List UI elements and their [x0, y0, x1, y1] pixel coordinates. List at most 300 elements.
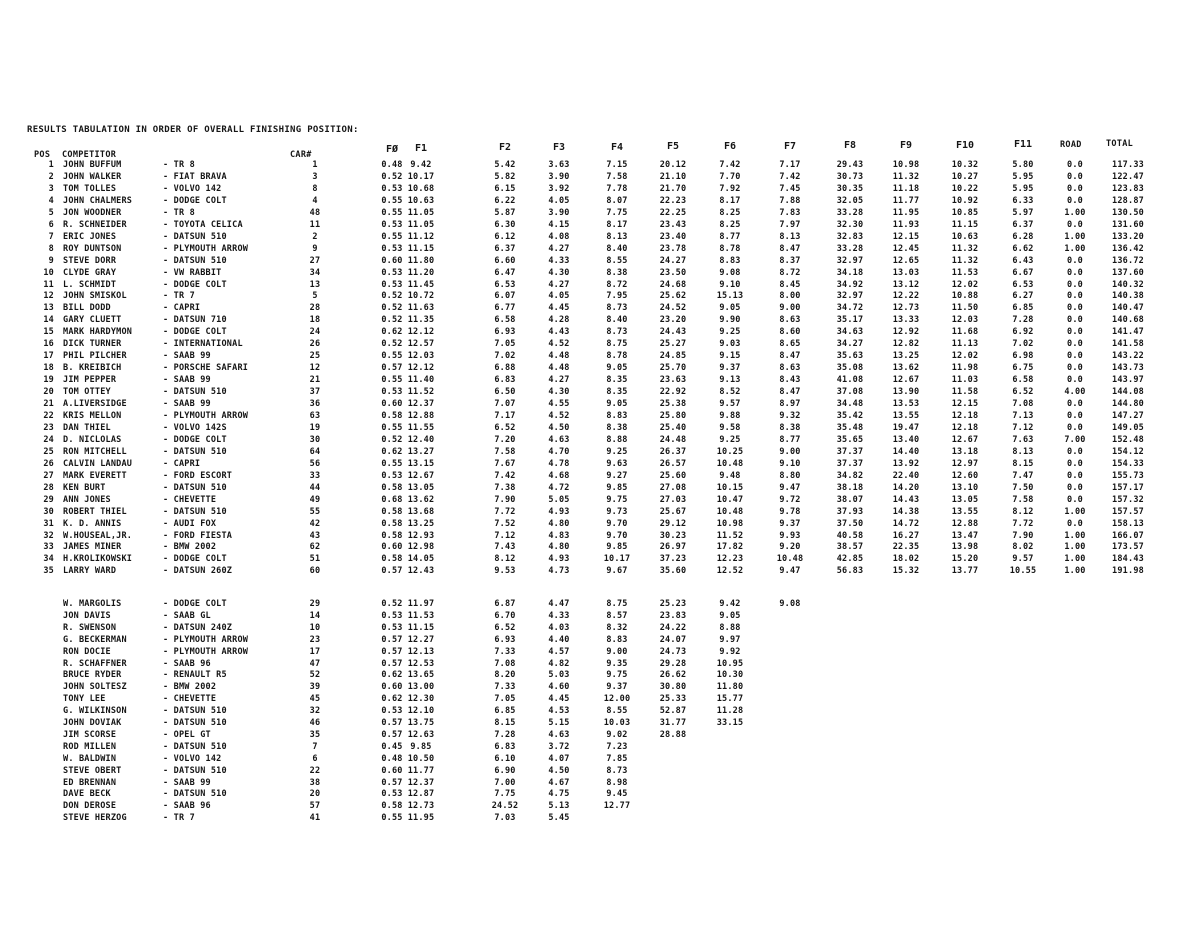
- stage-time-cell: 12.88: [951, 518, 979, 529]
- stage-time-cell: 7.42: [719, 160, 741, 170]
- competitor-name: JOHN SOLTESZ: [63, 682, 127, 693]
- table-row: [0, 290, 1200, 302]
- stage-time-cell: 11.40: [407, 375, 435, 386]
- competitor-name: DAVE BECK: [63, 789, 111, 800]
- stage-time-cell: 7.95: [606, 291, 628, 302]
- stage-time-cell: 14.72: [892, 518, 920, 529]
- table-row: [0, 777, 1200, 789]
- stage-time-cell: 9.57: [1012, 554, 1034, 565]
- stage-time-cell: 9.85: [410, 741, 432, 752]
- car-number-cell: 64: [309, 446, 321, 457]
- stage-time-cell: 24.22: [659, 622, 687, 633]
- total-cell: 157.17: [1112, 482, 1144, 493]
- stage-time-cell: 6.93: [494, 634, 516, 645]
- road-penalty-cell: 0.0: [1067, 339, 1083, 350]
- stage-time-cell: 13.62: [892, 363, 920, 374]
- stage-time-cell: 12.02: [951, 351, 979, 362]
- stage-time-cell: 12.45: [892, 243, 920, 254]
- stage-time-cell: 32.97: [836, 291, 864, 302]
- stage-time-cell: 14.05: [407, 554, 435, 565]
- header-total: TOTAL: [1106, 139, 1134, 149]
- stage-time-cell: 7.58: [494, 446, 516, 457]
- stage-time-cell: 9.27: [606, 470, 628, 481]
- competitor-name: JIM PEPPER: [63, 375, 117, 386]
- car-number-cell: 49: [309, 494, 321, 505]
- stage-time-cell: 11.15: [407, 622, 435, 633]
- stage-time-cell: 0.55: [381, 422, 403, 433]
- stage-time-cell: 7.15: [606, 160, 628, 170]
- stage-time-cell: 13.62: [407, 494, 435, 505]
- vehicle-cell: - VOLVO 142: [163, 753, 222, 764]
- competitor-name: JOHN BUFFUM: [63, 160, 122, 170]
- vehicle-cell: - DODGE COLT: [163, 599, 227, 609]
- stage-time-cell: 9.63: [606, 458, 628, 469]
- stage-time-cell: 0.60: [381, 682, 403, 693]
- competitor-name: CLYDE GRAY: [63, 267, 117, 278]
- total-cell: 143.22: [1112, 351, 1144, 362]
- stage-time-cell: 6.15: [494, 183, 516, 194]
- vehicle-cell: - SAAB 99: [163, 777, 211, 788]
- road-penalty-cell: 0.0: [1067, 518, 1083, 529]
- stage-time-cell: 8.17: [719, 195, 741, 206]
- table-row: [0, 729, 1200, 741]
- stage-time-cell: 0.55: [381, 375, 403, 386]
- header-stage-10: F10: [955, 140, 975, 151]
- table-row: [0, 610, 1200, 622]
- vehicle-cell: - DATSUN 510: [163, 765, 227, 776]
- car-number-cell: 4: [312, 195, 318, 206]
- stage-time-cell: 0.53: [381, 622, 403, 633]
- stage-time-cell: 56.83: [836, 566, 864, 577]
- stage-time-cell: 8.07: [606, 195, 628, 206]
- stage-time-cell: 10.32: [951, 160, 979, 170]
- vehicle-cell: - TR 7: [163, 291, 195, 302]
- table-row: [0, 541, 1200, 553]
- stage-time-cell: 11.55: [407, 422, 435, 433]
- stage-time-cell: 7.02: [1012, 339, 1034, 350]
- stage-time-cell: 9.85: [606, 482, 628, 493]
- stage-time-cell: 42.85: [836, 554, 864, 565]
- vehicle-cell: - DATSUN 240Z: [163, 622, 233, 633]
- competitor-name: TOM TOLLES: [63, 183, 117, 194]
- position-cell: 26: [43, 458, 54, 469]
- stage-time-cell: 12.37: [407, 399, 435, 409]
- stage-time-cell: 8.65: [779, 339, 801, 350]
- car-number-cell: 44: [309, 482, 321, 493]
- stage-time-cell: 7.13: [1012, 410, 1034, 421]
- vehicle-cell: - DATSUN 510: [163, 718, 227, 728]
- competitor-name: STEVE DORR: [63, 255, 117, 266]
- stage-time-cell: 8.38: [606, 422, 628, 433]
- stage-time-cell: 9.25: [719, 434, 741, 445]
- stage-time-cell: 12.03: [951, 315, 979, 326]
- stage-time-cell: 12.37: [407, 777, 435, 788]
- competitor-name: DICK TURNER: [63, 339, 122, 350]
- stage-time-cell: 13.68: [407, 506, 435, 517]
- stage-time-cell: 12.67: [407, 470, 435, 481]
- stage-time-cell: 8.40: [606, 315, 628, 326]
- stage-time-cell: 0.53: [381, 470, 403, 481]
- stage-time-cell: 23.20: [659, 315, 687, 326]
- stage-time-cell: 5.97: [1012, 207, 1034, 218]
- car-number-cell: 20: [309, 789, 321, 800]
- stage-time-cell: 9.13: [719, 375, 741, 386]
- table-row: [0, 422, 1200, 434]
- stage-time-cell: 33.28: [836, 243, 864, 254]
- stage-time-cell: 5.95: [1012, 171, 1034, 182]
- table-row: [0, 530, 1200, 542]
- stage-time-cell: 10.48: [716, 506, 744, 517]
- position-cell: 10: [43, 267, 54, 278]
- stage-time-cell: 6.37: [494, 243, 516, 254]
- stage-time-cell: 8.83: [719, 255, 741, 266]
- vehicle-cell: - DATSUN 510: [163, 387, 227, 397]
- vehicle-cell: - SAAB 99: [163, 375, 211, 386]
- car-number-cell: 27: [309, 255, 321, 266]
- stage-time-cell: 11.05: [407, 219, 435, 230]
- stage-time-cell: 0.53: [381, 267, 403, 278]
- stage-time-cell: 30.35: [836, 183, 864, 194]
- road-penalty-cell: 0.0: [1067, 458, 1083, 469]
- vehicle-cell: - PLYMOUTH ARROW: [163, 410, 249, 421]
- stage-time-cell: 4.05: [548, 291, 570, 302]
- stage-time-cell: 8.83: [606, 634, 628, 645]
- vehicle-cell: - DATSUN 510: [163, 482, 227, 493]
- stage-time-cell: 35.17: [836, 315, 864, 326]
- stage-time-cell: 13.05: [407, 482, 435, 493]
- total-cell: 140.68: [1112, 315, 1144, 326]
- stage-time-cell: 9.02: [606, 729, 628, 740]
- car-number-cell: 32: [309, 706, 321, 717]
- stage-time-cell: 9.70: [606, 518, 628, 529]
- stage-time-cell: 6.70: [494, 610, 516, 621]
- table-row: [0, 741, 1200, 753]
- competitor-name: W.HOUSEAL,JR.: [63, 530, 133, 541]
- road-penalty-cell: 0.0: [1067, 482, 1083, 493]
- stage-time-cell: 4.57: [548, 646, 570, 657]
- stage-time-cell: 7.97: [779, 219, 801, 230]
- stage-time-cell: 15.20: [951, 554, 979, 565]
- stage-time-cell: 7.02: [494, 351, 516, 362]
- stage-time-cell: 9.37: [606, 682, 628, 693]
- vehicle-cell: - CHEVETTE: [163, 494, 217, 505]
- road-penalty-cell: 0.0: [1067, 315, 1083, 326]
- competitor-name: ED BRENNAN: [63, 777, 117, 788]
- stage-time-cell: 23.83: [659, 610, 687, 621]
- car-number-cell: 26: [309, 339, 321, 350]
- stage-time-cell: 7.63: [1012, 434, 1034, 445]
- vehicle-cell: - SAAB 96: [163, 658, 211, 669]
- total-cell: 147.27: [1112, 410, 1144, 421]
- stage-time-cell: 4.75: [548, 789, 570, 800]
- stage-time-cell: 13.75: [407, 718, 435, 728]
- position-cell: 22: [43, 410, 54, 421]
- table-row: [0, 362, 1200, 374]
- stage-time-cell: 0.57: [381, 729, 403, 740]
- position-cell: 9: [48, 255, 54, 266]
- stage-time-cell: 25.80: [659, 410, 687, 421]
- table-row: [0, 314, 1200, 326]
- stage-time-cell: 7.92: [719, 183, 741, 194]
- table-row: [0, 171, 1200, 183]
- stage-time-cell: 7.52: [494, 518, 516, 529]
- competitor-name: JOHN DOVIAK: [63, 718, 122, 728]
- total-cell: 122.47: [1112, 171, 1144, 182]
- stage-time-cell: 0.53: [381, 610, 403, 621]
- vehicle-cell: - VW RABBIT: [163, 267, 222, 278]
- stage-time-cell: 12.67: [892, 375, 920, 386]
- table-row: [0, 207, 1200, 219]
- car-number-cell: 8: [312, 183, 318, 194]
- stage-time-cell: 4.30: [548, 387, 570, 397]
- stage-time-cell: 5.03: [548, 670, 570, 681]
- stage-time-cell: 11.77: [892, 195, 920, 206]
- stage-time-cell: 6.83: [494, 375, 516, 386]
- total-cell: 140.38: [1112, 291, 1144, 302]
- stage-time-cell: 6.53: [494, 279, 516, 290]
- stage-time-cell: 8.12: [494, 554, 516, 565]
- stage-time-cell: 12.15: [951, 399, 979, 409]
- competitor-name: JOHN SMISKOL: [63, 291, 127, 302]
- stage-time-cell: 0.53: [381, 183, 403, 194]
- stage-time-cell: 11.80: [716, 682, 744, 693]
- stage-time-cell: 10.95: [716, 658, 744, 669]
- car-number-cell: 2: [312, 231, 318, 242]
- stage-time-cell: 6.88: [494, 363, 516, 374]
- stage-time-cell: 12.57: [407, 339, 435, 350]
- stage-time-cell: 10.55: [1009, 566, 1037, 577]
- stage-time-cell: 4.67: [548, 777, 570, 788]
- table-row: [0, 705, 1200, 717]
- competitor-name: TONY LEE: [63, 694, 106, 705]
- table-row: [0, 598, 1200, 610]
- stage-time-cell: 9.05: [606, 363, 628, 374]
- stage-time-cell: 9.85: [606, 542, 628, 553]
- stage-time-cell: 0.55: [381, 351, 403, 362]
- stage-time-cell: 10.25: [716, 446, 744, 457]
- stage-time-cell: 8.77: [719, 231, 741, 242]
- stage-time-cell: 34.63: [836, 327, 864, 338]
- stage-time-cell: 8.75: [606, 339, 628, 350]
- vehicle-cell: - DATSUN 510: [163, 231, 227, 242]
- stage-time-cell: 35.48: [836, 422, 864, 433]
- stage-time-cell: 4.03: [548, 622, 570, 633]
- competitor-name: PHIL PILCHER: [63, 351, 127, 362]
- car-number-cell: 63: [309, 410, 321, 421]
- stage-time-cell: 13.05: [951, 494, 979, 505]
- stage-time-cell: 7.28: [494, 729, 516, 740]
- stage-time-cell: 6.60: [494, 255, 516, 266]
- stage-time-cell: 4.63: [548, 729, 570, 740]
- car-number-cell: 7: [312, 741, 318, 752]
- stage-time-cell: 9.15: [719, 351, 741, 362]
- total-cell: 144.80: [1112, 399, 1144, 409]
- stage-time-cell: 37.37: [836, 458, 864, 469]
- stage-time-cell: 33.28: [836, 207, 864, 218]
- position-cell: 4: [48, 195, 54, 206]
- stage-time-cell: 10.50: [407, 753, 435, 764]
- car-number-cell: 17: [309, 646, 321, 657]
- position-cell: 32: [43, 530, 54, 541]
- position-cell: 7: [48, 231, 54, 242]
- car-number-cell: 36: [309, 399, 321, 409]
- stage-time-cell: 6.87: [494, 599, 516, 609]
- stage-time-cell: 12.10: [407, 706, 435, 717]
- stage-time-cell: 4.73: [548, 566, 570, 577]
- total-cell: 143.97: [1112, 375, 1144, 386]
- stage-time-cell: 29.28: [659, 658, 687, 669]
- car-number-cell: 42: [309, 518, 321, 529]
- stage-time-cell: 8.73: [606, 303, 628, 314]
- position-cell: 34: [43, 554, 54, 565]
- stage-time-cell: 8.38: [779, 422, 801, 433]
- stage-time-cell: 0.57: [381, 566, 403, 577]
- stage-time-cell: 7.90: [1012, 530, 1034, 541]
- stage-time-cell: 4.93: [548, 506, 570, 517]
- competitor-name: H.KROLIKOWSKI: [63, 554, 133, 565]
- vehicle-cell: - TR 8: [163, 207, 195, 218]
- car-number-cell: 56: [309, 458, 321, 469]
- car-number-cell: 3: [312, 171, 318, 182]
- road-penalty-cell: 1.00: [1064, 207, 1086, 218]
- total-cell: 128.87: [1112, 195, 1144, 206]
- stage-time-cell: 13.55: [951, 506, 979, 517]
- stage-time-cell: 18.02: [892, 554, 920, 565]
- stage-time-cell: 8.72: [779, 267, 801, 278]
- stage-time-cell: 12.15: [892, 231, 920, 242]
- total-cell: 131.60: [1112, 219, 1144, 230]
- stage-time-cell: 8.97: [779, 399, 801, 409]
- competitor-name: L. SCHMIDT: [63, 279, 117, 290]
- stage-time-cell: 24.85: [659, 351, 687, 362]
- road-penalty-cell: 0.0: [1067, 470, 1083, 481]
- stage-time-cell: 11.93: [892, 219, 920, 230]
- stage-time-cell: 12.02: [951, 279, 979, 290]
- competitor-name: G. WILKINSON: [63, 706, 127, 717]
- road-penalty-cell: 0.0: [1067, 279, 1083, 290]
- stage-time-cell: 7.33: [494, 646, 516, 657]
- stage-time-cell: 7.75: [494, 789, 516, 800]
- road-penalty-cell: 1.00: [1064, 506, 1086, 517]
- stage-time-cell: 13.18: [951, 446, 979, 457]
- stage-time-cell: 5.15: [548, 718, 570, 728]
- road-penalty-cell: 0.0: [1067, 160, 1083, 170]
- position-cell: 5: [48, 207, 54, 218]
- stage-time-cell: 5.13: [548, 801, 570, 812]
- table-row: [0, 219, 1200, 231]
- car-number-cell: 30: [309, 434, 321, 445]
- table-row: [0, 565, 1200, 577]
- table-row: [0, 646, 1200, 658]
- stage-time-cell: 5.80: [1012, 160, 1034, 170]
- stage-time-cell: 9.45: [606, 789, 628, 800]
- stage-time-cell: 10.88: [951, 291, 979, 302]
- stage-time-cell: 7.12: [494, 530, 516, 541]
- header-stage-4: F4: [610, 142, 624, 153]
- road-penalty-cell: 0.0: [1067, 267, 1083, 278]
- stage-time-cell: 22.35: [892, 542, 920, 553]
- stage-time-cell: 6.98: [1012, 351, 1034, 362]
- stage-time-cell: 6.07: [494, 291, 516, 302]
- stage-time-cell: 7.43: [494, 542, 516, 553]
- vehicle-cell: - PLYMOUTH ARROW: [163, 243, 249, 254]
- stage-time-cell: 12.97: [951, 458, 979, 469]
- stage-time-cell: 0.52: [381, 291, 403, 302]
- stage-time-cell: 0.53: [381, 279, 403, 290]
- stage-time-cell: 8.78: [719, 243, 741, 254]
- road-penalty-cell: 0.0: [1067, 303, 1083, 314]
- stage-time-cell: 13.25: [892, 351, 920, 362]
- stage-time-cell: 9.05: [719, 610, 741, 621]
- stage-time-cell: 23.50: [659, 267, 687, 278]
- road-penalty-cell: 0.0: [1067, 171, 1083, 182]
- stage-time-cell: 9.08: [779, 599, 801, 609]
- stage-time-cell: 4.80: [548, 542, 570, 553]
- total-cell: 157.57: [1112, 506, 1144, 517]
- stage-time-cell: 12.65: [892, 255, 920, 266]
- stage-time-cell: 7.75: [606, 207, 628, 218]
- stage-time-cell: 11.50: [951, 303, 979, 314]
- table-row: [0, 267, 1200, 279]
- stage-time-cell: 0.57: [381, 646, 403, 657]
- stage-time-cell: 14.40: [892, 446, 920, 457]
- header-stage-0: FØ: [385, 144, 399, 155]
- stage-time-cell: 0.45: [381, 741, 403, 752]
- stage-time-cell: 9.35: [606, 658, 628, 669]
- stage-time-cell: 0.58: [381, 410, 403, 421]
- stage-time-cell: 34.92: [836, 279, 864, 290]
- road-penalty-cell: 1.00: [1064, 243, 1086, 254]
- stage-time-cell: 4.52: [548, 410, 570, 421]
- stage-time-cell: 9.93: [779, 530, 801, 541]
- total-cell: 141.47: [1112, 327, 1144, 338]
- vehicle-cell: - DATSUN 710: [163, 315, 227, 326]
- stage-time-cell: 11.77: [407, 765, 435, 776]
- stage-time-cell: 11.95: [407, 813, 435, 824]
- stage-time-cell: 6.30: [494, 219, 516, 230]
- stage-time-cell: 5.45: [548, 813, 570, 824]
- table-row: [0, 302, 1200, 314]
- stage-time-cell: 8.20: [494, 670, 516, 681]
- stage-time-cell: 8.13: [779, 231, 801, 242]
- stage-time-cell: 8.63: [779, 315, 801, 326]
- stage-time-cell: 11.32: [892, 171, 920, 182]
- stage-time-cell: 5.82: [494, 171, 516, 182]
- stage-time-cell: 26.37: [659, 446, 687, 457]
- stage-time-cell: 25.40: [659, 422, 687, 433]
- stage-time-cell: 6.52: [494, 422, 516, 433]
- road-penalty-cell: 0.0: [1067, 363, 1083, 374]
- table-row: [0, 410, 1200, 422]
- stage-time-cell: 28.88: [659, 729, 687, 740]
- stage-time-cell: 25.67: [659, 506, 687, 517]
- stage-time-cell: 10.03: [603, 718, 631, 728]
- stage-time-cell: 9.78: [779, 506, 801, 517]
- header-stage-11: F11: [1013, 139, 1033, 150]
- total-cell: 130.50: [1112, 207, 1144, 218]
- table-row: [0, 255, 1200, 267]
- vehicle-cell: - SAAB 99: [163, 351, 211, 362]
- stage-time-cell: 0.55: [381, 458, 403, 469]
- competitor-name: KEN BURT: [63, 482, 106, 493]
- car-number-cell: 48: [309, 207, 321, 218]
- position-cell: 20: [43, 387, 54, 397]
- competitor-name: ROD MILLEN: [63, 741, 117, 752]
- competitor-name: JAMES MINER: [63, 542, 122, 553]
- stage-time-cell: 0.52: [381, 315, 403, 326]
- stage-time-cell: 17.82: [716, 542, 744, 553]
- stage-time-cell: 7.72: [1012, 518, 1034, 529]
